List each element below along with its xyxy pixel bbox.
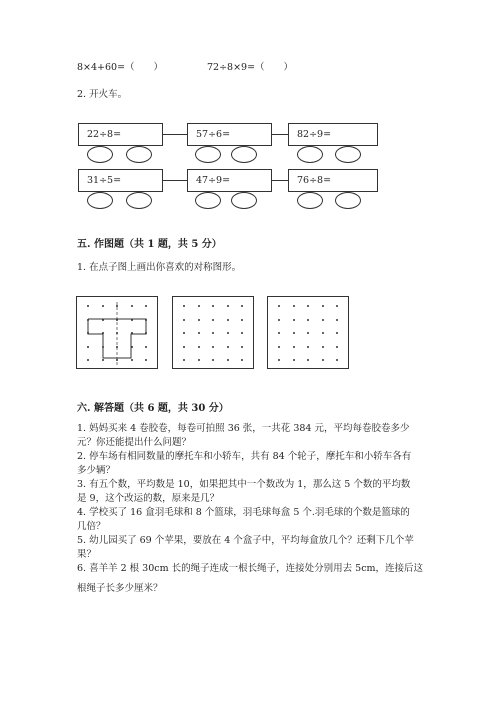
grid-dot xyxy=(336,346,338,348)
grid-dot xyxy=(183,332,185,334)
grid-dot xyxy=(322,346,324,348)
problem-4-line-2: 几倍？ xyxy=(77,521,106,532)
grid-dot xyxy=(241,305,243,307)
grid-dot xyxy=(212,319,214,321)
train-connector xyxy=(272,180,288,181)
grid-dot xyxy=(278,332,280,334)
train-car-1-1: 22÷8= xyxy=(78,123,163,146)
grid-dot xyxy=(322,332,324,334)
grid-dot xyxy=(336,319,338,321)
grid-dot xyxy=(293,332,295,334)
grid-dot xyxy=(198,319,200,321)
grid-dot xyxy=(278,346,280,348)
train-car-2-2: 47÷9= xyxy=(187,169,272,192)
wheel-answer-oval xyxy=(195,192,221,209)
dot-grid-blank-2[interactable] xyxy=(267,296,349,369)
problem-2-line-2: 多少辆？ xyxy=(77,465,116,476)
grid-dot xyxy=(102,359,104,361)
grid-dot xyxy=(322,305,324,307)
grid-dot xyxy=(322,319,324,321)
wheel-answer-oval xyxy=(231,146,257,163)
grid-dot xyxy=(227,359,229,361)
wheel-answer-oval xyxy=(87,146,113,163)
grid-dot xyxy=(87,305,89,307)
grid-dot xyxy=(116,305,118,307)
grid-dot xyxy=(227,319,229,321)
wheel-answer-oval xyxy=(297,146,323,163)
wheel-answer-oval xyxy=(195,146,221,163)
grid-dot xyxy=(278,359,280,361)
grid-dot xyxy=(198,305,200,307)
train-connector xyxy=(163,134,187,135)
grid-dot xyxy=(278,319,280,321)
grid-dot xyxy=(212,332,214,334)
grid-dot xyxy=(145,346,147,348)
grid-dot xyxy=(336,359,338,361)
wheel-answer-oval xyxy=(297,192,323,209)
grid-dot xyxy=(227,305,229,307)
grid-dot xyxy=(131,332,133,334)
grid-dot xyxy=(131,359,133,361)
grid-dot xyxy=(102,332,104,334)
grid-dot xyxy=(116,359,118,361)
grid-dot xyxy=(87,359,89,361)
question-8x4-60: 8×4+60=（ ） xyxy=(77,62,164,73)
section-train-label: 2. 开火车。 xyxy=(77,89,128,100)
grid-dot xyxy=(212,305,214,307)
problem-1-line-2: 元？你还能提出什么问题？ xyxy=(77,437,192,448)
section-5-title: 五. 作图题（共 1 题，共 5 分） xyxy=(77,239,222,250)
dot-grid-example xyxy=(76,296,158,369)
grid-dot xyxy=(336,305,338,307)
question-72-div-8x9: 72÷8×9=（ ） xyxy=(207,62,294,73)
dot-grid-blank-1[interactable] xyxy=(172,296,254,369)
grid-dot xyxy=(131,319,133,321)
section-6-title: 六. 解答题（共 6 题，共 30 分） xyxy=(77,403,229,414)
grid-dot xyxy=(145,305,147,307)
grid-dot xyxy=(227,332,229,334)
grid-dot xyxy=(241,319,243,321)
grid-dot xyxy=(87,346,89,348)
grid-dot xyxy=(116,346,118,348)
grid-dot xyxy=(293,359,295,361)
grid-dot xyxy=(307,319,309,321)
wheel-answer-oval xyxy=(335,192,361,209)
grid-dot xyxy=(227,346,229,348)
grid-dot xyxy=(198,332,200,334)
grid-dot xyxy=(87,332,89,334)
problem-3-line-1: 3. 有五个数，平均数是 10，如果把其中一个数改为 1，那么这 5 个数的平均数 xyxy=(77,479,411,490)
grid-dot xyxy=(336,332,338,334)
grid-dot xyxy=(241,346,243,348)
train-connector xyxy=(163,180,187,181)
grid-dot xyxy=(116,319,118,321)
grid-dot xyxy=(198,346,200,348)
grid-dot xyxy=(212,346,214,348)
problem-5-line-2: 果？ xyxy=(77,549,97,560)
wheel-answer-oval xyxy=(126,146,152,163)
grid-dot xyxy=(307,332,309,334)
grid-dot xyxy=(278,305,280,307)
grid-dot xyxy=(102,319,104,321)
train-car-1-2: 57÷6= xyxy=(187,123,272,146)
grid-dot xyxy=(307,305,309,307)
grid-dot xyxy=(322,359,324,361)
grid-dot xyxy=(198,359,200,361)
grid-dot xyxy=(293,305,295,307)
section-5-question: 1. 在点子图上画出你喜欢的对称图形。 xyxy=(77,262,242,273)
problem-6-line-1: 6. 喜羊羊 2 根 30cm 长的绳子连成一根长绳子，连接处分别用去 5cm，连接后这 xyxy=(77,563,424,574)
wheel-answer-oval xyxy=(231,192,257,209)
grid-dot xyxy=(145,332,147,334)
problem-2-line-1: 2. 停车场有相同数量的摩托车和小轿车，共有 84 个轮子，摩托车和小轿车各有 xyxy=(77,451,412,462)
grid-dot xyxy=(131,305,133,307)
problem-5-line-1: 5. 幼儿园买了 69 个苹果，要放在 4 个盒子中，平均每盒放几个？还剩下几个苹 xyxy=(77,535,414,546)
grid-dot xyxy=(183,319,185,321)
grid-dot xyxy=(212,359,214,361)
wheel-answer-oval xyxy=(126,192,152,209)
grid-dot xyxy=(293,319,295,321)
grid-dot xyxy=(241,359,243,361)
wheel-answer-oval xyxy=(87,192,113,209)
grid-dot xyxy=(145,359,147,361)
grid-dot xyxy=(241,332,243,334)
grid-dot xyxy=(102,305,104,307)
grid-dot xyxy=(307,359,309,361)
grid-dot xyxy=(307,346,309,348)
grid-dot xyxy=(102,346,104,348)
grid-dot xyxy=(131,346,133,348)
grid-dot xyxy=(116,332,118,334)
wheel-answer-oval xyxy=(335,146,361,163)
train-car-1-3: 82÷9= xyxy=(288,123,378,146)
problem-4-line-1: 4. 学校买了 16 盒羽毛球和 8 个篮球，羽毛球每盒 5 个.羽毛球的个数是篮球的 xyxy=(77,507,410,518)
problem-6-line-2: 根绳子长多少厘米？ xyxy=(77,583,163,594)
train-car-2-1: 31÷5= xyxy=(78,169,163,192)
problem-1-line-1: 1. 妈妈买来 4 卷胶卷，每卷可拍照 36 张，一共花 384 元，平均每卷胶卷多少 xyxy=(77,423,410,434)
problem-3-line-2: 是 9，这个改运的数，原来是几？ xyxy=(77,493,220,504)
grid-dot xyxy=(145,319,147,321)
grid-dot xyxy=(183,346,185,348)
train-car-2-3: 76÷8= xyxy=(288,169,378,192)
grid-dot xyxy=(183,359,185,361)
grid-dot xyxy=(87,319,89,321)
train-connector xyxy=(272,134,288,135)
grid-dot xyxy=(183,305,185,307)
grid-dot xyxy=(293,346,295,348)
